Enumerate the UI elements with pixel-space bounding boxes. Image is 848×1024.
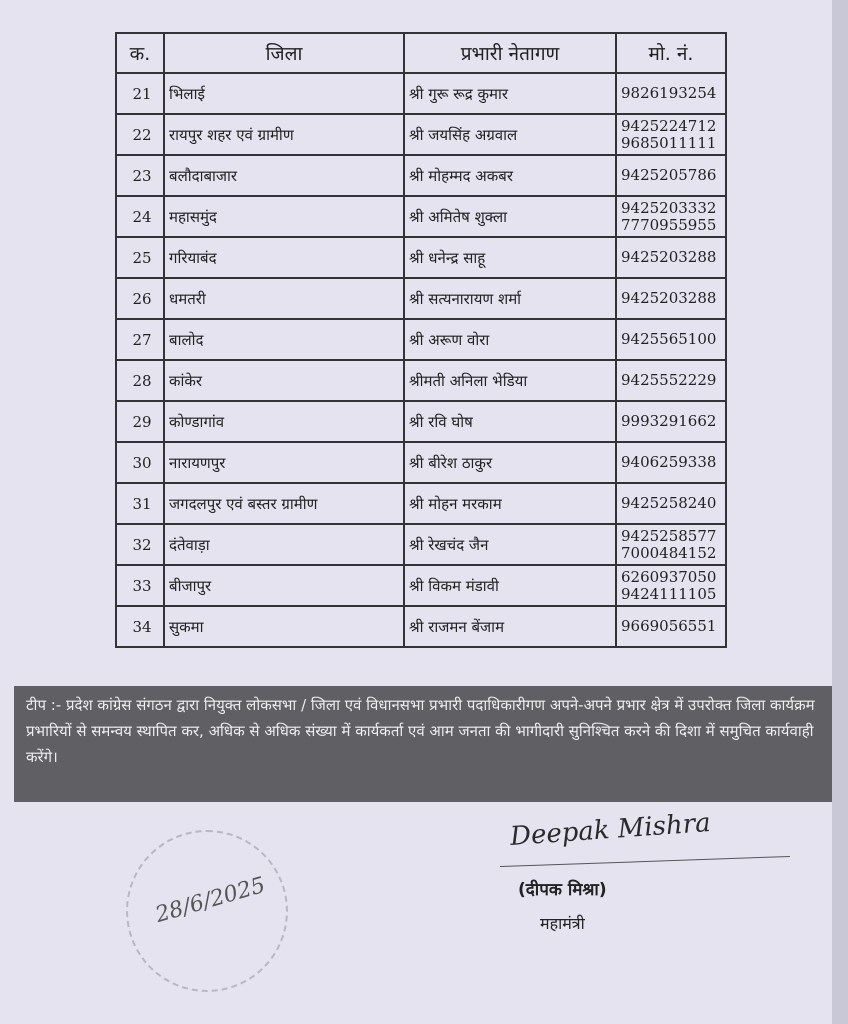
cell-mobile [616,401,726,442]
cell-sno: 26 [116,278,164,319]
cell-leader: श्री धनेन्द्र साहू [404,237,616,278]
mobile-number: 9425258240 [621,494,717,512]
cell-leader: श्री गुरू रूद्र कुमार [404,73,616,114]
cell-mobile [616,442,726,483]
cell-leader: श्री अमितेष शुक्ला [404,196,616,237]
cell-mobile [616,278,726,319]
district-incharge-table [115,32,727,648]
table-header-row [116,33,726,73]
cell-district: महासमुंद [164,196,404,237]
table-row [116,483,726,524]
cell-sno: 34 [116,606,164,647]
cell-leader: श्री सत्यनारायण शर्मा [404,278,616,319]
cell-sno: 21 [116,73,164,114]
cell-sno: 32 [116,524,164,565]
cell-sno: 30 [116,442,164,483]
cell-sno: 31 [116,483,164,524]
table-row [116,606,726,647]
table-row [116,114,726,155]
mobile-number: 9424111105 [621,584,717,603]
mobile-number: 9425552229 [621,371,717,389]
scan-edge [832,0,848,1024]
cell-mobile [616,606,726,647]
cell-mobile [616,73,726,114]
cell-leader: श्री बीरेश ठाकुर [404,442,616,483]
table-row [116,237,726,278]
cell-district: सुकमा [164,606,404,647]
cell-district: भिलाई [164,73,404,114]
table-row [116,360,726,401]
handwritten-signature: Deepak Mishra [509,808,712,852]
cell-leader: श्री जयसिंह अग्रवाल [404,114,616,155]
cell-district: गरियाबंद [164,237,404,278]
mobile-number: 7000484152 [621,543,717,562]
cell-mobile [616,319,726,360]
mobile-number: 9425203288 [621,289,717,307]
cell-leader: श्री रेखचंद जैन [404,524,616,565]
mobile-number: 9669056551 [621,617,717,635]
stamp-date: 28/6/2025 [152,872,269,929]
signatory-designation: महामंत्री [540,914,585,933]
table-row [116,73,726,114]
cell-sno: 22 [116,114,164,155]
mobile-number: 9993291662 [621,412,717,430]
table-row [116,155,726,196]
note-box: टीप :- प्रदेश कांग्रेस संगठन द्वारा नियुक्त लोकसभा / जिला एवं विधानसभा प्रभारी पदाधिकारीगण अपने-अपने प्रभार क्षेत्र में उपरोक्त जिला कार्यक्रम प्रभारियों से समन्वय स्थापित कर, अधिक से अधिक संख्या में कार्यकर्ता एवं आम जनता की भागीदारी सुनिश्चित करने की दिशा में समुचित कार्यवाही करेंगे। [14,686,838,802]
header-sno: क. [116,33,164,73]
mobile-number: 9425565100 [621,330,717,348]
mobile-number: 9425203332 [621,198,717,217]
cell-sno: 28 [116,360,164,401]
cell-district: कांकेर [164,360,404,401]
cell-district: दंतेवाड़ा [164,524,404,565]
cell-mobile [616,155,726,196]
table-row [116,196,726,237]
signature-line [500,856,790,867]
mobile-number: 9685011111 [621,133,717,152]
cell-mobile [616,483,726,524]
received-stamp [126,830,288,992]
cell-sno: 29 [116,401,164,442]
cell-leader: श्री मोहन मरकाम [404,483,616,524]
cell-sno: 23 [116,155,164,196]
mobile-number: 9425205786 [621,166,717,184]
table-row [116,442,726,483]
cell-leader: श्री राजमन बेंजाम [404,606,616,647]
mobile-number: 9425224712 [621,116,717,135]
table-row [116,565,726,606]
table-row [116,278,726,319]
cell-sno: 27 [116,319,164,360]
cell-mobile [616,114,726,155]
cell-leader: श्रीमती अनिला भेडिया [404,360,616,401]
cell-district: कोण्डागांव [164,401,404,442]
bleed-through-text [120,0,760,26]
mobile-number: 7770955955 [621,215,717,234]
cell-district: नारायणपुर [164,442,404,483]
table-row [116,401,726,442]
cell-leader: श्री रवि घोष [404,401,616,442]
mobile-number: 6260937050 [621,567,717,586]
signatory-name: (दीपक मिश्रा) [518,880,607,900]
mobile-number: 9406259338 [621,453,717,471]
cell-leader: श्री मोहम्मद अकबर [404,155,616,196]
cell-mobile [616,196,726,237]
signature-block [480,808,800,935]
cell-mobile [616,237,726,278]
table-row [116,319,726,360]
table-row [116,524,726,565]
header-mobile: मो. नं. [616,33,726,73]
cell-leader: श्री विकम मंडावी [404,565,616,606]
header-district: जिला [164,33,404,73]
header-leader: प्रभारी नेतागण [404,33,616,73]
cell-mobile [616,565,726,606]
cell-district: जगदलपुर एवं बस्तर ग्रामीण [164,483,404,524]
cell-mobile [616,360,726,401]
cell-district: बालोद [164,319,404,360]
cell-district: धमतरी [164,278,404,319]
cell-district: रायपुर शहर एवं ग्रामीण [164,114,404,155]
cell-leader: श्री अरूण वोरा [404,319,616,360]
cell-district: बीजापुर [164,565,404,606]
cell-mobile [616,524,726,565]
cell-sno: 25 [116,237,164,278]
cell-sno: 24 [116,196,164,237]
mobile-number: 9425203288 [621,248,717,266]
mobile-number: 9826193254 [621,84,717,102]
cell-sno: 33 [116,565,164,606]
mobile-number: 9425258577 [621,526,717,545]
cell-district: बलौदाबाजार [164,155,404,196]
